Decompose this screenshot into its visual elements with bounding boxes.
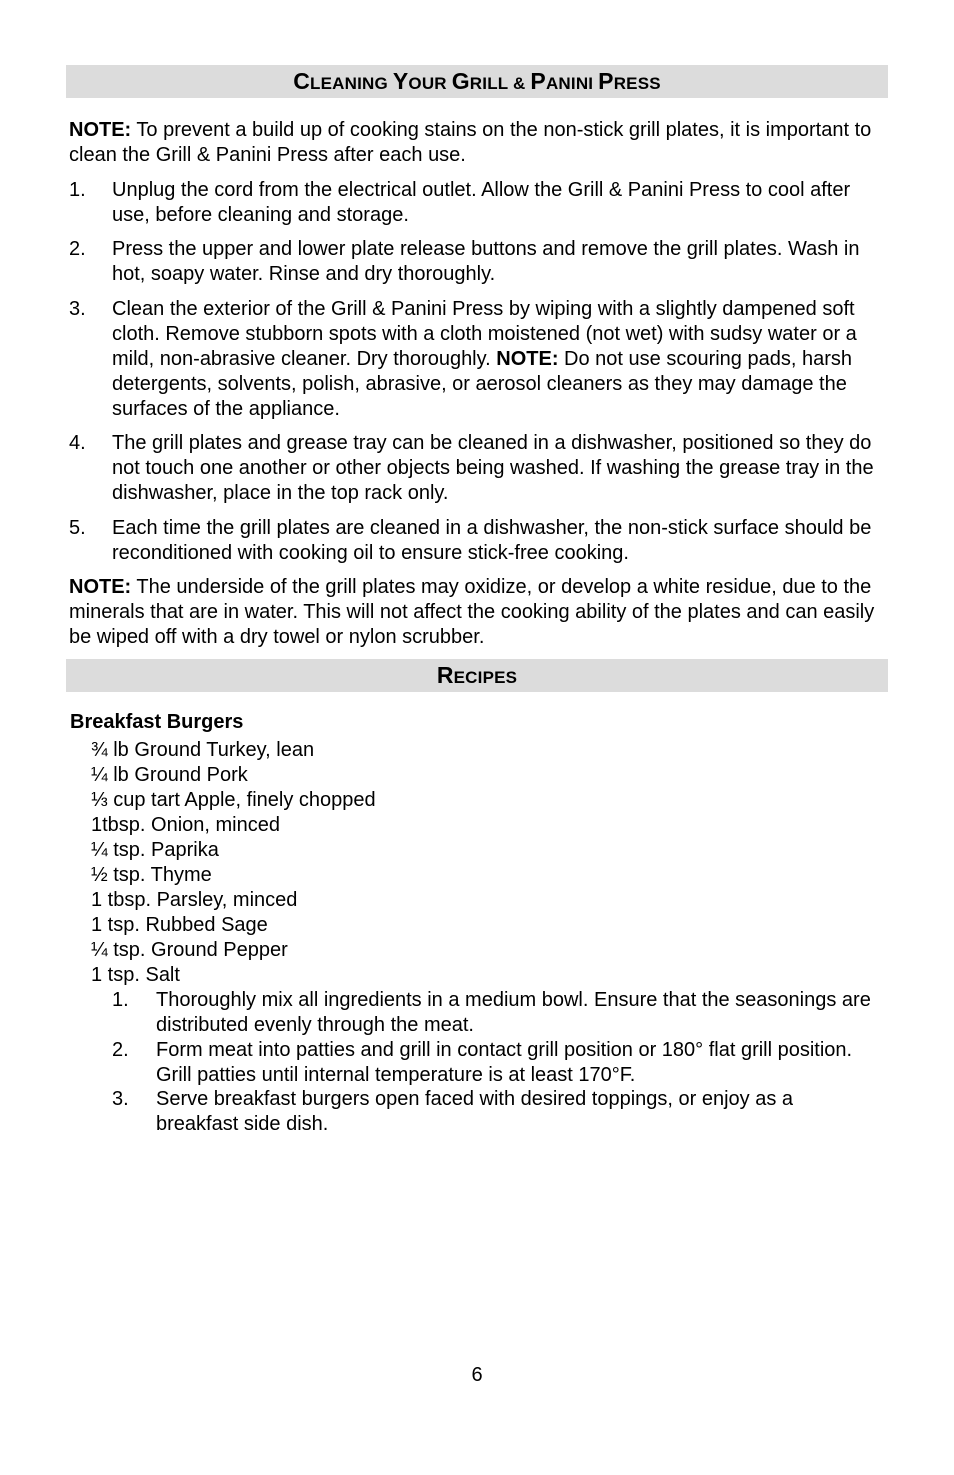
ingredient-item: 1 tbsp. Parsley, minced	[91, 889, 298, 911]
page-number: 6	[471, 1364, 483, 1386]
ingredient-item: 1tbsp. Onion, minced	[91, 814, 280, 836]
ingredient-list	[91, 738, 376, 988]
ingredient-item: ½ tsp. Thyme	[91, 864, 212, 886]
section-header-cleaning	[66, 65, 888, 98]
ingredient-item: ¼ tsp. Ground Pepper	[91, 939, 288, 961]
ingredient-item: 1 tsp. Rubbed Sage	[91, 914, 268, 936]
manual-page: CLEANING YOUR GRILL & PANINI PRESS NOTE: To prevent a build up of cooking stains on the non-stick grill plates, it is important to clean the Grill & Panini Press after each use. 1. Unplug the cord from the electrical outlet. Allow the Grill & Panini Press to cool after use, before cleaning and storage. 2. Press the upper and lower plate release buttons and remove the grill plates. Wash in hot, soapy water. Rinse and dry thoroughly. 3. Clean the exterior of the Grill & Panini Press by wiping with a slightly dampened soft cloth. Remove stubborn spots with a cloth moistened (not wet) with sudsy water or a mild, non-abrasive cleaner. Dry thoroughly. NOTE: Do not use scouring pads, harsh detergents, solvents, polish, abrasive, or aerosol cleaners as they may damage the surfaces of the appliance. 4. The grill plates and grease tray can be cleaned in a dishwasher, positioned so they do not touch one another or other objects being washed. If washing the grease tray in the dishwasher, place in the top rack only. 5. Each time the grill plates are cleaned in a dishwasher, the non-stick surface should be reconditioned with cooking oil to ensure stick-free cooking. NOTE: The underside of the grill plates may oxidize, or develop a white residue, due to the minerals that are in water. This will not affect the cooking ability of the plates and can easily be wiped off with a dry towel or nylon scrubber. RECIPES Breakfast Burgers ¾ lb Ground Turkey, lean ¼ lb Ground Pork ⅓ cup tart Apple, finely chopped 1tbsp. Onion, minced ¼ tsp. Paprika ½ tsp. Thyme 1 tbsp. Parsley, minced 1 tsp. Rubbed Sage ¼ tsp. Ground Pepper 1 tsp. Salt 1. Thoroughly mix all ingredients in a medium bowl. Ensure that the seasonings are distributed evenly through the meat. 2. Form meat into patties and grill in contact grill position or 180° flat grill position. Grill patties until internal temperature is at least 170°F. 3. Serve breakfast burgers open faced with desired toppings, or enjoy as a breakfast side dish. 6	[0, 0, 954, 1475]
oxidize-note: NOTE: The underside of the grill plates may oxidize, or develop a white residue, due to the minerals that are in water. This will not affect the cooking ability of the plates and can easily be wiped off with a dry towel or nylon scrubber.	[69, 576, 875, 648]
ingredient-item: ⅓ cup tart Apple, finely chopped	[91, 789, 376, 811]
section-header-recipes	[66, 659, 888, 692]
recipe-title: Breakfast Burgers	[70, 711, 244, 733]
section-title-recipes: RECIPES	[436, 662, 518, 688]
ingredient-item: ¾ lb Ground Turkey, lean	[91, 739, 315, 761]
ingredient-item: ¼ tsp. Paprika	[91, 839, 219, 861]
section-title-cleaning: CLEANING YOUR GRILL & PANINI PRESS	[293, 68, 661, 94]
cleaning-note: NOTE: To prevent a build up of cooking stains on the non-stick grill plates, it is important to clean the Grill & Panini Press after each use.	[69, 119, 872, 166]
ingredient-item: 1 tsp. Salt	[91, 964, 180, 986]
ingredient-item: ¼ lb Ground Pork	[91, 764, 248, 786]
